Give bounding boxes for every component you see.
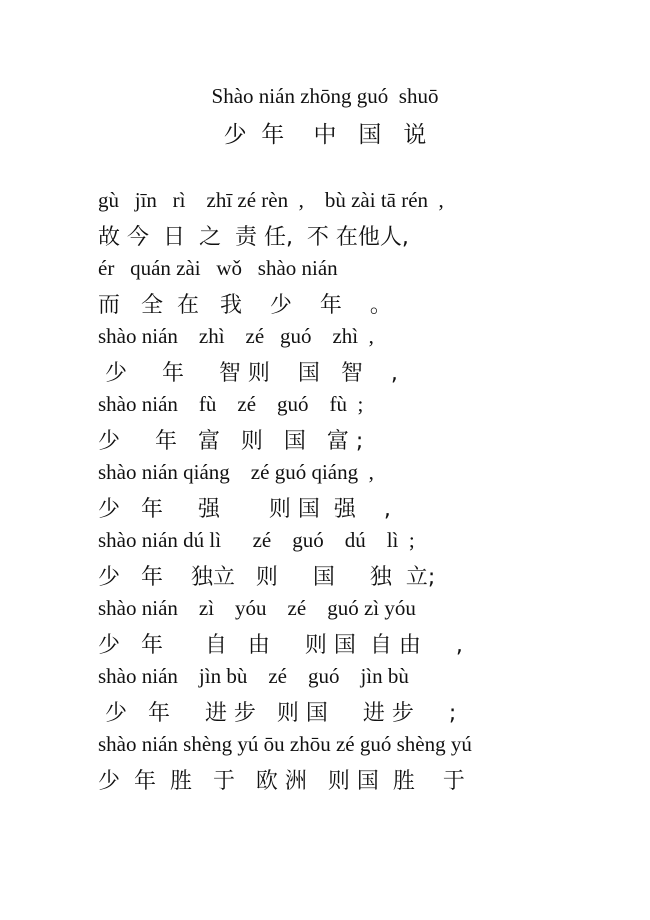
title-hanzi: 少 年 中 国 说 — [223, 122, 427, 148]
pinyin-line: shào nián dú lì zé guó dú lì ; — [98, 528, 415, 552]
pinyin-line: shào nián qiáng zé guó qiáng , — [98, 460, 374, 484]
pinyin-line: ér quán zài wǒ shào nián — [98, 256, 338, 280]
hanzi-line: 少 年 自 由 则 国 自 由 , — [98, 633, 463, 658]
hanzi-line: 少 年 富 则 国 富 ; — [98, 429, 364, 454]
hanzi-line: 少 年 独立 则 国 独 立; — [98, 565, 436, 590]
hanzi-line: 少 年 智 则 国 智 , — [98, 361, 398, 386]
pinyin-line: shào nián zì yóu zé guó zì yóu — [98, 596, 416, 620]
pinyin-line: shào nián fù zé guó fù ; — [98, 392, 364, 416]
pinyin-line: gù jīn rì zhī zé rèn , bù zài tā rén , — [98, 188, 444, 212]
title-pinyin: Shào nián zhōng guó shuō — [211, 84, 439, 108]
hanzi-line: 少 年 胜 于 欧 洲 则 国 胜 于 — [98, 769, 465, 794]
pinyin-line: shào nián shèng yú ōu zhōu zé guó shèng yú — [98, 732, 472, 756]
hanzi-line: 少 年 强 则 国 强 , — [98, 497, 391, 522]
pinyin-line: shào nián jìn bù zé guó jìn bù — [98, 664, 409, 688]
hanzi-line: 故 今 日 之 责 任, 不 在他人, — [98, 225, 409, 250]
pinyin-line: shào nián zhì zé guó zhì , — [98, 324, 374, 348]
hanzi-line: 少 年 进 步 则 国 进 步 ; — [98, 701, 457, 726]
hanzi-line: 而 全 在 我 少 年 。 — [98, 293, 392, 318]
